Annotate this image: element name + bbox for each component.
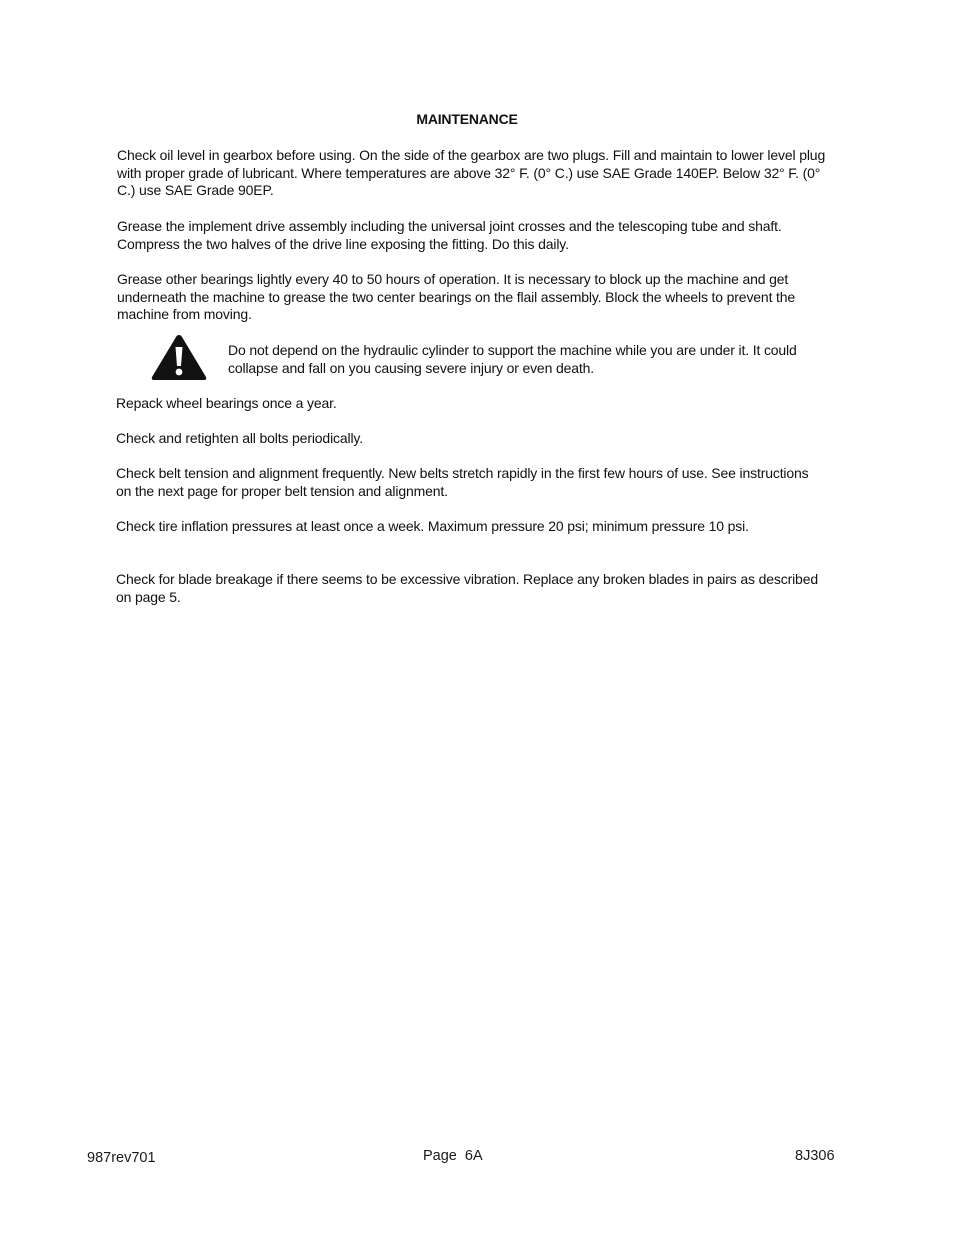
paragraph-bolts: Check and retighten all bolts periodically. — [116, 430, 363, 446]
paragraph-gearbox-oil: Check oil level in gearbox before using. On the side of the gearbox are two plugs. Fill and maintain to lower level plug with proper grade of lubricant. Where temperatures are above 32° F. (0° C.) use SAE Grade 140EP. Below 32° F. (0° C.) use SAE Grade 90EP. — [117, 147, 826, 199]
footer-model-code: 8J306 — [795, 1148, 835, 1164]
paragraph-wheel-bearings: Repack wheel bearings once a year. — [116, 395, 337, 411]
paragraph-tire-pressure: Check tire inflation pressures at least once a week. Maximum pressure 20 psi; minimum pressure 10 psi. — [116, 518, 749, 534]
paragraph-blade-breakage: Check for blade breakage if there seems to be excessive vibration. Replace any broken blades in pairs as described on page 5. — [116, 571, 818, 605]
paragraph-drive-grease: Grease the implement drive assembly including the universal joint crosses and the telescoping tube and shaft. Compress the two halves of the drive line exposing the fitting. Do this daily. — [117, 218, 782, 252]
paragraph-belt-tension: Check belt tension and alignment frequently. New belts stretch rapidly in the first few hours of use. See instructions on the next page for proper belt tension and alignment. — [116, 465, 809, 499]
paragraph-bearing-grease: Grease other bearings lightly every 40 to 50 hours of operation. It is necessary to block up the machine and get underneath the machine to grease the two center bearings on the flail assembly. Block the wheels to prevent the machine from moving. — [117, 271, 796, 323]
exclamation-warning-triangle-icon — [150, 332, 208, 382]
footer-page-number: Page 6A — [423, 1148, 483, 1164]
warning-text: Do not depend on the hydraulic cylinder to support the machine while you are under it. It could collapse and fall on you causing severe injury or even death. — [228, 342, 797, 376]
page-title: MAINTENANCE — [416, 111, 518, 127]
footer-revision: 987rev701 — [87, 1150, 156, 1166]
